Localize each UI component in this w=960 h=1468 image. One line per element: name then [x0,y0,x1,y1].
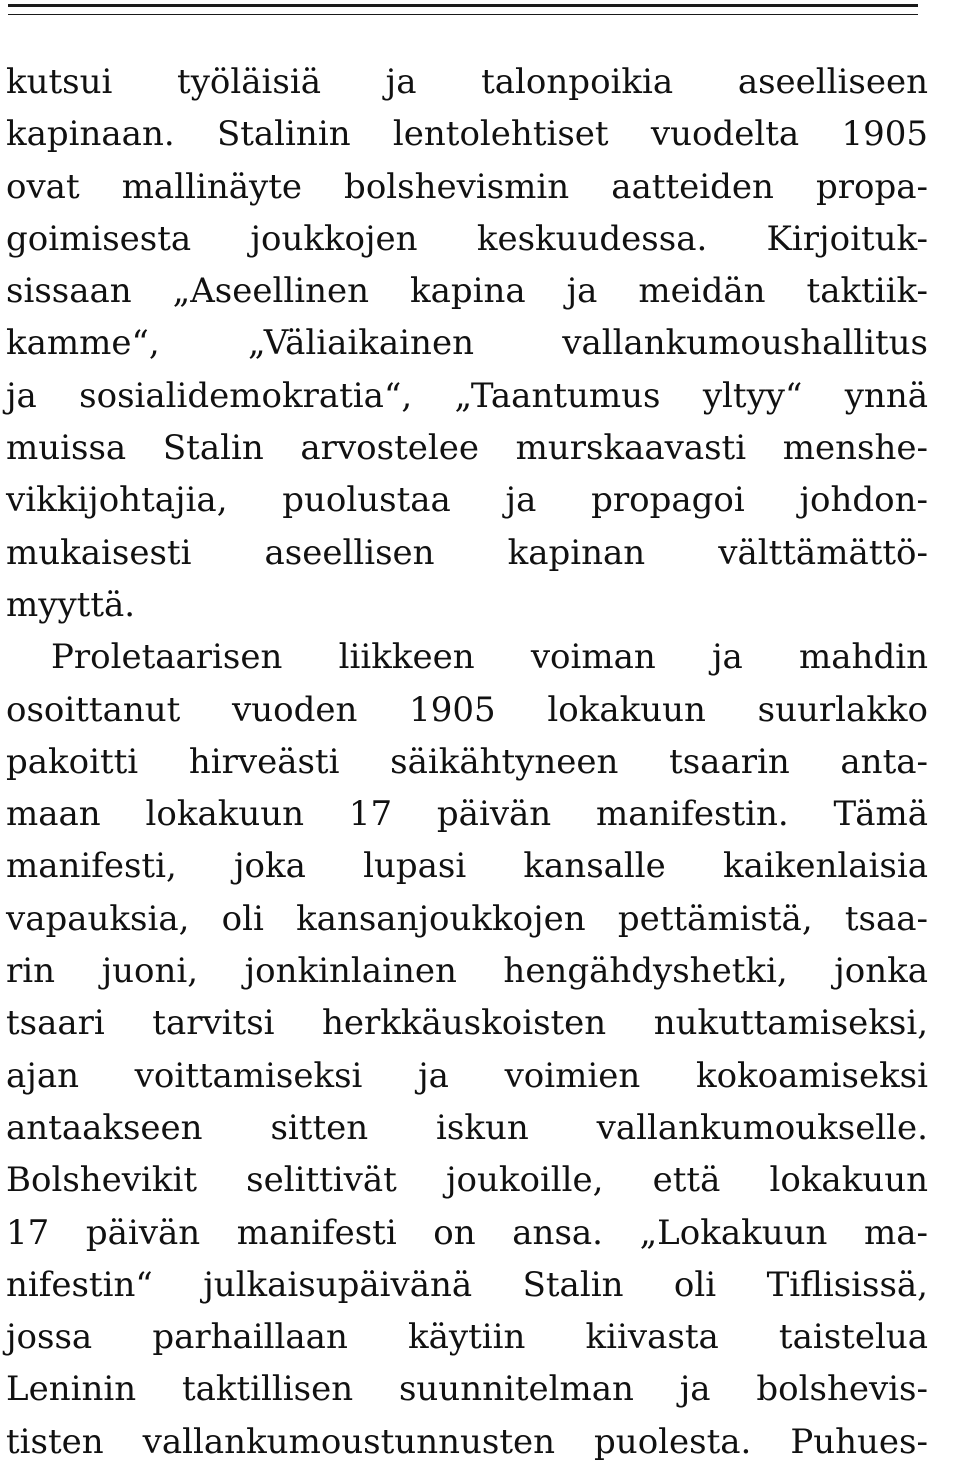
text-line: Bolshevikit selittivät joukoille, että lokakuun [6,1160,928,1201]
text-line: kutsui työläisiä ja talonpoikia aseelliseen [6,62,928,102]
text-line: tisten vallankumoustunnusten puolesta. Puhues- [6,1421,928,1462]
text-line: Leninin taktillisen suunnitelman ja bolshevis- [6,1369,928,1410]
text-line: vikkijohtajia, puolustaa ja propagoi johdon- [6,480,928,521]
text-line: goimisesta joukkojen keskuudessa. Kirjoituk- [6,218,928,259]
text-line: ja sosialidemokratia“, „Taantumus yltyy“ ynnä [6,375,928,416]
text-line: ovat mallinäyte bolshevismin aatteiden propa- [6,166,928,207]
text-line-paragraph-end: myyttä. [6,584,136,625]
text-line: jossa parhaillaan käytiin kiivasta taistelua [6,1317,928,1358]
text-line: osoittanut vuoden 1905 lokakuun suurlakko [6,689,928,730]
text-line: nifestin“ julkaisupäivänä Stalin oli Tiflisissä, [6,1264,928,1305]
text-line: pakoitti hirveästi säikähtyneen tsaarin anta- [6,741,928,782]
text-line: vapauksia, oli kansanjoukkojen pettämistä, tsaa- [6,898,928,939]
text-line: kamme“, „Väliaikainen vallankumoushallitus [6,323,928,364]
text-line-paragraph-start: Proletaarisen liikkeen voiman ja mahdin [51,637,928,678]
text-line: ajan voittamiseksi ja voimien kokoamiseksi [6,1055,928,1096]
text-line: maan lokakuun 17 päivän manifestin. Tämä [6,794,928,835]
text-line: rin juoni, jonkinlainen hengähdyshetki, jonka [6,951,928,992]
text-line: muissa Stalin arvostelee murskaavasti menshe- [6,428,928,469]
text-line: kapinaan. Stalinin lentolehtiset vuodelta 1905 [6,114,928,155]
text-line: antaakseen sitten iskun vallankumoukselle. [6,1107,928,1148]
top-rule-thick [8,4,918,7]
text-line: mukaisesti aseellisen kapinan välttämättö- [6,532,928,573]
body-text [6,56,928,1468]
text-line: manifesti, joka lupasi kansalle kaikenlaisia [6,846,928,887]
top-rule-thin [8,14,918,15]
text-line: tsaari tarvitsi herkkäuskoisten nukuttamiseksi, [6,1003,928,1044]
text-line: 17 päivän manifesti on ansa. „Lokakuun ma- [6,1212,928,1253]
text-line: sissaan „Aseellinen kapina ja meidän taktiik- [6,271,928,312]
